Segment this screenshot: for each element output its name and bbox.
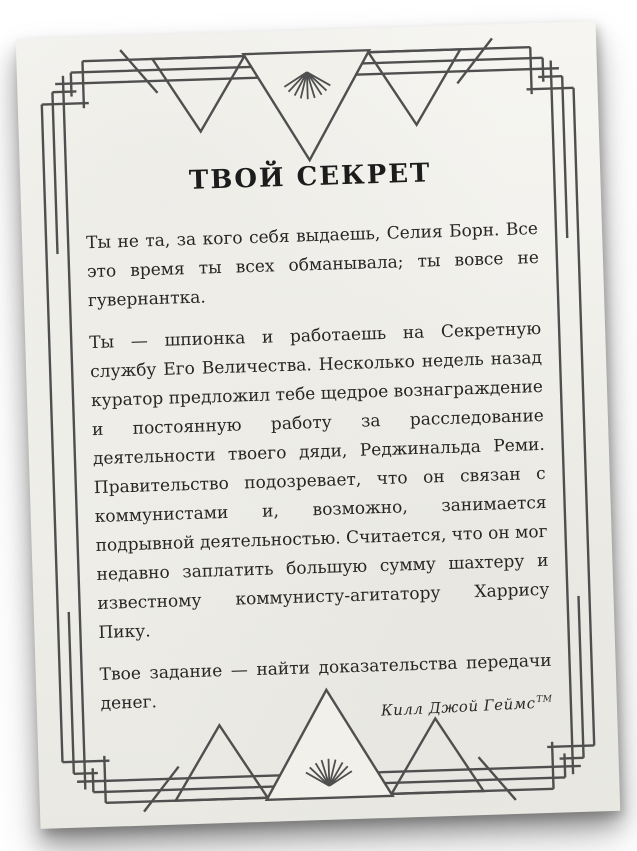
publisher-name: Килл Джой Геймс: [380, 694, 537, 720]
card-title: ТВОЙ СЕКРЕТ: [188, 158, 432, 196]
secret-card: [16, 21, 621, 829]
card-content: [16, 21, 621, 829]
card-paragraph-3: Твое задание — найти доказательства передачи денег.: [99, 650, 552, 714]
trademark-mark: ТМ: [536, 694, 553, 706]
card-paragraph-2: Ты — шпионка и работаешь на Секретную службу Его Величества. Несколько недель назад куратор предложил тебе щедрое вознаграждение и постоянную работу за расследование деятельности твоего дяди, Реджинальда Реми. Правительство подозревает, что он связан с коммунистами и, возможно, занимается подрывной деятельностью. Считается, что он мог недавно заплатить большую сумму шахтеру и известному коммунисту-агитатору Харрису Пику.: [89, 318, 550, 643]
card-body: [86, 215, 553, 719]
card-paragraph-1: Ты не та, за кого себя выдаешь, Селия Борн. Все это время ты всех обманывала; ты вовсе не гувернантка.: [85, 218, 540, 312]
